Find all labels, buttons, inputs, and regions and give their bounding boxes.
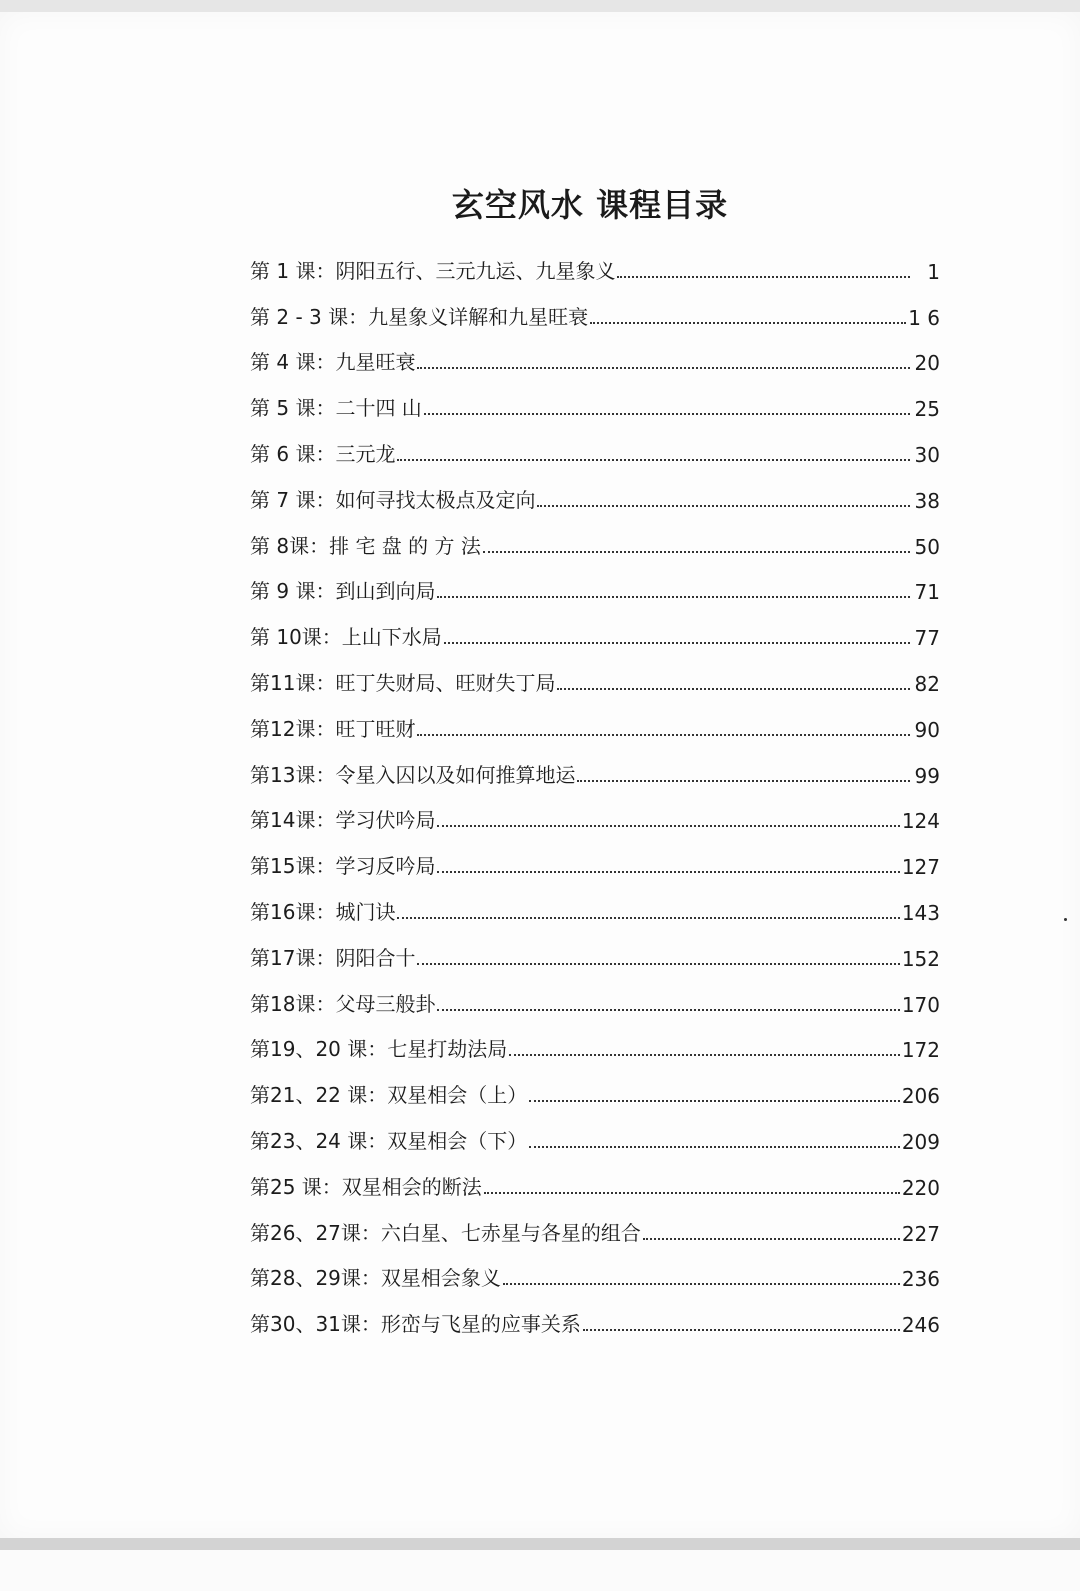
toc-leader-dots — [577, 780, 910, 782]
toc-entry-label: 第19、20 课：七星打劫法局 — [250, 1037, 508, 1062]
toc-entry-label: 第 1 课：阴阳五行、三元九运、九星象义 — [250, 258, 616, 283]
toc-page-number: 209 — [901, 1129, 940, 1154]
toc-page-number: 82 — [914, 671, 940, 696]
toc-entry — [250, 238, 940, 284]
toc-page-number: 170 — [901, 992, 940, 1017]
toc-entry — [250, 971, 940, 1017]
toc-entry — [250, 284, 940, 330]
toc-entry-label: 第 8课：排 宅 盘 的 方 法 — [250, 533, 481, 558]
toc-leader-dots — [557, 688, 910, 690]
toc-leader-dots — [509, 1054, 900, 1056]
toc-leader-dots — [503, 1283, 900, 1285]
toc-leader-dots — [590, 322, 906, 324]
toc-entry — [250, 696, 940, 742]
toc-entry — [250, 513, 940, 559]
toc-entry — [250, 833, 940, 879]
page-title: 玄空风水 课程目录 — [451, 186, 729, 224]
toc-page-number: 124 — [901, 809, 940, 834]
toc-page-number: 20 — [914, 351, 940, 376]
toc-entry-label: 第30、31课：形峦与飞星的应事关系 — [250, 1312, 581, 1337]
toc-entry-label: 第 2 - 3 课：九星象义详解和九星旺衰 — [250, 304, 589, 329]
toc-entry — [250, 467, 940, 513]
toc-page-number: 172 — [901, 1038, 940, 1063]
toc-leader-dots — [583, 1329, 900, 1331]
toc-entry — [250, 879, 940, 925]
toc-entry-label: 第15课：学习反吟局 — [250, 854, 436, 879]
toc-entry-label: 第 7 课：如何寻找太极点及定向 — [250, 487, 536, 512]
toc-leader-dots — [417, 963, 899, 965]
toc-page-number: 143 — [901, 900, 940, 925]
toc-leader-dots — [397, 459, 910, 461]
toc-leader-dots — [537, 505, 910, 507]
toc-entry-label: 第28、29课：双星相会象义 — [250, 1266, 501, 1291]
toc-entry — [250, 650, 940, 696]
toc-entry — [250, 788, 940, 834]
toc-leader-dots — [424, 413, 910, 415]
toc-entry-label: 第 4 课：九星旺衰 — [250, 350, 416, 375]
table-of-contents — [250, 238, 940, 1337]
toc-entry-label: 第13课：令星入囚以及如何推算地运 — [250, 762, 576, 787]
toc-entry — [250, 1246, 940, 1292]
toc-leader-dots — [417, 367, 910, 369]
toc-page-number: 127 — [901, 855, 940, 880]
toc-page-number: 1 — [927, 259, 940, 284]
toc-page-number: 99 — [914, 763, 940, 788]
toc-entry — [250, 742, 940, 788]
toc-page-number: 50 — [914, 534, 940, 559]
toc-leader-dots — [437, 871, 899, 873]
toc-page-number: 77 — [914, 626, 940, 651]
toc-entry-label: 第17课：阴阳合十 — [250, 945, 416, 970]
toc-entry-label: 第 5 课：二十四 山 — [250, 396, 422, 421]
toc-page-number: 30 — [914, 442, 940, 467]
toc-leader-dots — [483, 551, 910, 553]
scan-edge — [0, 1538, 1080, 1550]
toc-leader-dots — [529, 1146, 900, 1148]
toc-page-number: 152 — [901, 946, 940, 971]
toc-entry-label: 第16课：城门诀 — [250, 899, 396, 924]
page-bottom-margin — [0, 1550, 1080, 1591]
toc-entry — [250, 1200, 940, 1246]
toc-page-number: 38 — [914, 488, 940, 513]
toc-entry — [250, 1108, 940, 1154]
scan-speck — [1064, 918, 1067, 921]
toc-entry — [250, 1154, 940, 1200]
toc-entry-label: 第 9 课：到山到向局 — [250, 579, 436, 604]
toc-page-number: 25 — [914, 397, 940, 422]
toc-entry-label: 第23、24 课：双星相会（下） — [250, 1128, 528, 1153]
toc-entry-label: 第25 课：双星相会的断法 — [250, 1174, 482, 1199]
toc-entry-label: 第21、22 课：双星相会（上） — [250, 1083, 528, 1108]
toc-leader-dots — [437, 825, 899, 827]
toc-page-number: 236 — [901, 1267, 940, 1292]
toc-page-number: 71 — [914, 580, 940, 605]
toc-page-number: 227 — [901, 1221, 940, 1246]
toc-leader-dots — [643, 1238, 900, 1240]
toc-entry — [250, 559, 940, 605]
toc-leader-dots — [529, 1100, 900, 1102]
toc-page-number: 90 — [914, 717, 940, 742]
toc-page-number: 1 6 — [908, 305, 940, 330]
toc-entry — [250, 421, 940, 467]
toc-entry-label: 第12课：旺丁旺财 — [250, 716, 416, 741]
toc-page-number: 206 — [901, 1084, 940, 1109]
toc-entry — [250, 1062, 940, 1108]
toc-entry-label: 第 6 课：三元龙 — [250, 441, 396, 466]
toc-leader-dots — [437, 1009, 899, 1011]
toc-entry-label: 第18课：父母三般卦 — [250, 991, 436, 1016]
toc-entry-label: 第26、27课：六白星、七赤星与各星的组合 — [250, 1220, 641, 1245]
toc-entry — [250, 1017, 940, 1063]
toc-page-number: 220 — [901, 1175, 940, 1200]
toc-entry — [250, 604, 940, 650]
toc-entry — [250, 330, 940, 376]
toc-entry — [250, 375, 940, 421]
toc-leader-dots — [444, 642, 910, 644]
toc-leader-dots — [484, 1192, 900, 1194]
toc-leader-dots — [417, 734, 910, 736]
toc-leader-dots — [617, 276, 910, 278]
toc-entry — [250, 1291, 940, 1337]
toc-leader-dots — [397, 917, 899, 919]
toc-entry-label: 第11课：旺丁失财局、旺财失丁局 — [250, 670, 556, 695]
toc-entry — [250, 925, 940, 971]
toc-page-number: 246 — [901, 1313, 940, 1338]
toc-leader-dots — [437, 596, 910, 598]
toc-entry-label: 第14课：学习伏吟局 — [250, 808, 436, 833]
toc-entry-label: 第 10课：上山下水局 — [250, 625, 442, 650]
